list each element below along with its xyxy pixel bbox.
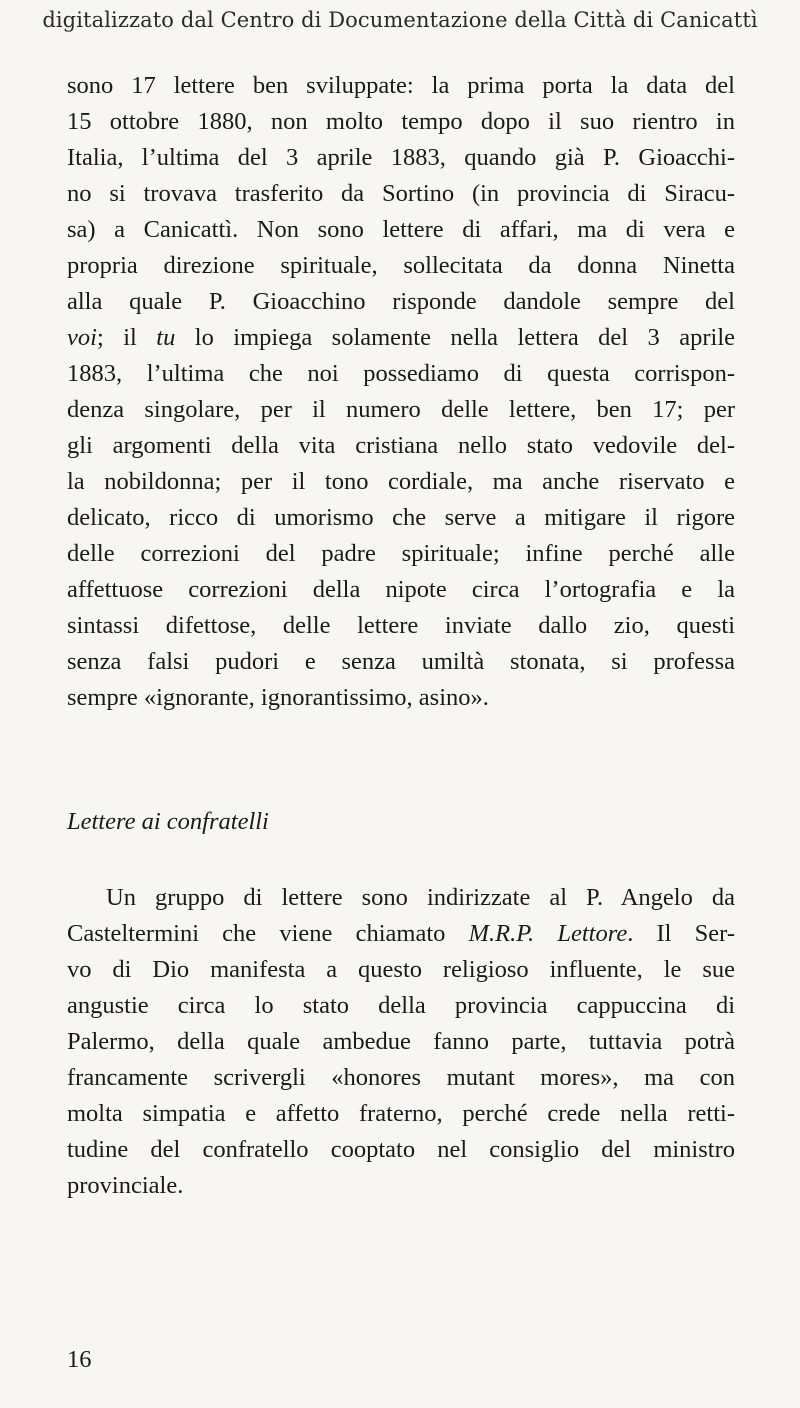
text-line: denza singolare, per il numero delle lettere, ben 17; per	[67, 396, 735, 423]
text-line: delle correzioni del padre spirituale; infine perché alle	[67, 540, 735, 567]
text-line: Palermo, della quale ambedue fanno parte, tuttavia potrà	[67, 1028, 735, 1055]
text-line: provinciale.	[67, 1172, 184, 1199]
text-line	[67, 320, 735, 356]
text-line: propria direzione spirituale, sollecitata da donna Ninetta	[67, 252, 735, 279]
text-line: delicato, ricco di umorismo che serve a mitigare il rigore	[67, 504, 735, 531]
text-fragment: Casteltermini che viene chiamato	[67, 920, 469, 947]
text-fragment: . Il Ser-	[627, 920, 735, 947]
text-line: molta simpatia e affetto fraterno, perché crede nella retti-	[67, 1100, 735, 1127]
text-line: sa) a Canicattì. Non sono lettere di affari, ma di vera e	[67, 216, 735, 243]
text-line: angustie circa lo stato della provincia cappuccina di	[67, 992, 735, 1019]
italic-voi: voi	[67, 324, 97, 351]
text-fragment: ; il	[96, 324, 157, 351]
text-line: no si trovava trasferito da Sortino (in provincia di Siracu-	[67, 180, 735, 207]
text-line: tudine del confratello cooptato nel consiglio del ministro	[67, 1136, 735, 1163]
text-line: alla quale P. Gioacchino risponde dandole sempre del	[67, 288, 735, 315]
digitization-watermark: digitalizzato dal Centro di Documentazione della Città di Canicattì	[42, 8, 758, 32]
italic-tu: tu	[156, 324, 176, 351]
text-line	[67, 916, 735, 952]
italic-title: M.R.P. Lettore	[468, 920, 628, 947]
text-line: affettuose correzioni della nipote circa l’ortografia e la	[67, 576, 735, 603]
text-line: Un gruppo di lettere sono indirizzate al P. Angelo da	[106, 884, 735, 911]
text-line: francamente scrivergli «honores mutant mores», ma con	[67, 1064, 735, 1091]
text-line: 15 ottobre 1880, non molto tempo dopo il suo rientro in	[67, 108, 735, 135]
text-line: 1883, l’ultima che noi possediamo di questa corrispon-	[67, 360, 735, 387]
text-line: sempre «ignorante, ignorantissimo, asino».	[67, 684, 489, 711]
text-fragment: lo impiega solamente nella lettera del 3 aprile	[175, 324, 735, 351]
text-line: vo di Dio manifesta a questo religioso influente, le sue	[67, 956, 735, 983]
text-line: senza falsi pudori e senza umiltà stonata, si professa	[67, 648, 735, 675]
section-heading: Lettere ai confratelli	[67, 808, 269, 835]
text-line: sono 17 lettere ben sviluppate: la prima porta la data del	[67, 72, 735, 99]
text-line: gli argomenti della vita cristiana nello stato vedovile del-	[67, 432, 735, 459]
text-line: Italia, l’ultima del 3 aprile 1883, quando già P. Gioacchi-	[67, 144, 735, 171]
text-line: sintassi difettose, delle lettere inviate dallo zio, questi	[67, 612, 735, 639]
text-line: la nobildonna; per il tono cordiale, ma anche riservato e	[67, 468, 735, 495]
page-number: 16	[67, 1346, 92, 1373]
